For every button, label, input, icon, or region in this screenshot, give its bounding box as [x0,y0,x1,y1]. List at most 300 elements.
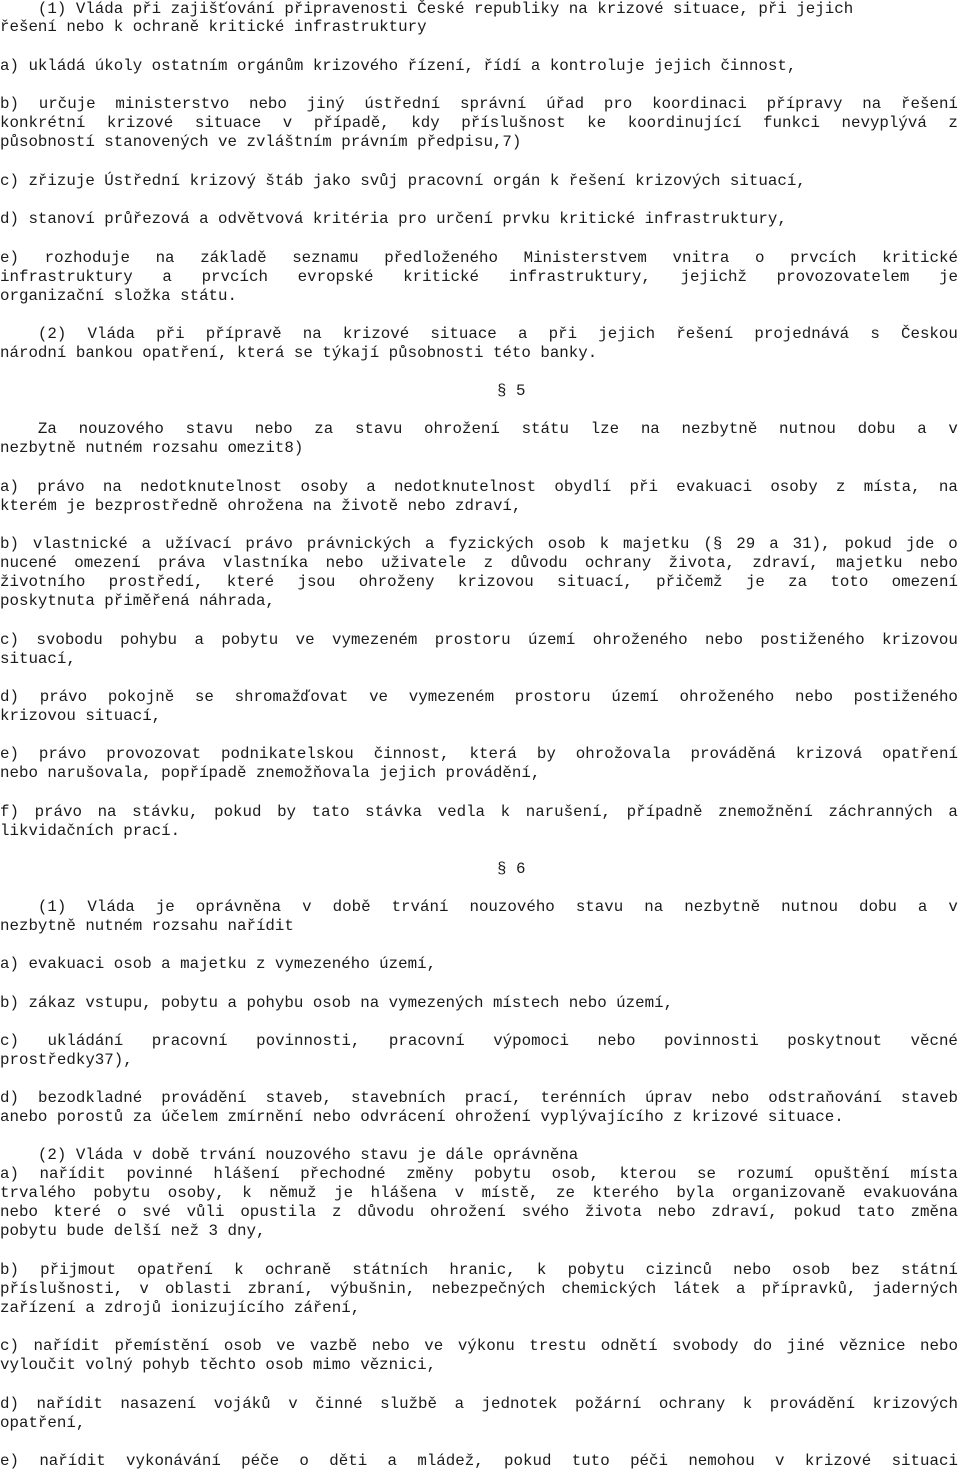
word: (2) [0,325,67,343]
word: provádění [769,1395,856,1413]
word: užívací [165,535,232,553]
text-line [0,803,958,822]
word: hranic, [449,1261,516,1279]
word: koordinaci [652,95,747,113]
word: k [536,1261,547,1279]
word: úprav [644,1089,693,1107]
word: kritické [882,249,958,267]
word: d) [0,1089,19,1107]
word: je [939,268,958,286]
word: vlastníka [222,554,309,572]
word: na [155,249,175,267]
word: prováděná [690,745,776,763]
word: pobytu [221,631,279,649]
word: přičemž [656,573,723,591]
word: toto [830,573,869,591]
word: tato [856,1203,895,1221]
word: opustila [240,1203,317,1221]
word: tato [311,803,350,821]
text-line: situací, [0,650,76,668]
text-line: organizační složka státu. [0,287,237,305]
word: b) [0,535,19,553]
word: a [948,803,958,821]
word: rozumí [736,1165,794,1183]
word: předloženého [384,249,498,267]
word: ministerstvo [115,95,230,113]
word: na [640,420,660,438]
word: přípravy [766,95,843,113]
text-line: nebo narušovala, popřípadě znemožňovala jejich provádění, [0,764,541,782]
word: postiženého [853,688,958,706]
word: nebo [597,1032,636,1050]
text-line: prostředky37), [0,1051,133,1069]
word: povinné [126,1165,193,1183]
word: provozovatelem [776,268,910,286]
word: (1) [0,898,67,916]
word: osob [547,535,586,553]
text-line: nezbytně nutném rozsahu nařídit [0,917,294,935]
text-line [0,1165,958,1184]
word: opuštění [814,1165,890,1183]
text-line: krizovou situací, [0,707,162,725]
word: osoby [770,478,818,496]
word: osob, [551,1165,600,1183]
word: nebo [919,554,958,572]
text-line [0,478,958,497]
word: Ministerstvem [523,249,647,267]
word: pokud [844,535,892,553]
word: záchranných [828,803,933,821]
word: určuje [38,95,96,113]
word: řešení [901,95,958,113]
word: pro [603,95,633,113]
word: řešení [676,325,734,343]
word: mládež, [417,1452,484,1470]
word: evakuaci [676,478,753,496]
text-line: anebo porostů za účelem zmírnění nebo odvrácení ohrožení vyplývajícího z krizové situace. [0,1108,844,1126]
word: činnost, [373,745,450,763]
word: podnikatelskou [221,745,354,763]
text-line [0,1337,958,1356]
word: ohrožení [430,1203,506,1221]
word: nutnou [781,898,838,916]
word: života, [668,554,735,572]
word: a [194,631,204,649]
word: nebo [705,631,743,649]
word: nedotknutelnost [393,478,537,496]
word: c) [0,1032,19,1050]
word: nezbytně [681,420,758,438]
word: přemístění [114,1337,210,1355]
text-line: národní bankou opatření, která se týkají působnosti této banky. [0,344,598,362]
text-line [0,1395,958,1414]
word: pohybu [120,631,178,649]
word: zdraví, [711,1203,778,1221]
word: vůli [186,1203,225,1221]
word: hlášení [213,1165,280,1183]
word: státní [900,1261,958,1279]
word: ke [587,114,607,132]
word: péče [241,1452,280,1470]
word: vymezeném [408,688,495,706]
text-line: pobytu bude delší než 3 dny, [0,1222,266,1240]
word: k [599,535,610,553]
word: se [697,1165,716,1183]
text-line [0,268,958,287]
word: v [454,1184,465,1202]
text-line: nezbytně nutném rozsahu omezit8) [0,439,304,457]
word: infrastruktury, [508,268,651,286]
word: ochrany [658,1395,726,1413]
word: nebezpečných [431,1280,546,1298]
text-line [0,554,958,573]
word: ve [369,688,389,706]
word: děti [329,1452,368,1470]
word: prostoru [434,631,511,649]
word: a) [0,1165,19,1183]
word: by [536,745,556,763]
word: práva [158,554,206,572]
word: důvodu [357,1203,415,1221]
word: konkrétní [0,114,86,132]
word: e) [0,249,19,267]
section-heading: § 6 [497,860,526,878]
word: tuto [571,1452,610,1470]
word: požární [574,1395,642,1413]
word: staveb, [265,1089,332,1107]
word: o [116,1203,127,1221]
word: místě, [481,1184,539,1202]
word: situací, [557,573,633,591]
word: nedotknutelnost [140,478,283,496]
word: případně [626,803,703,821]
word: situaci [891,1452,958,1470]
word: 31), [792,535,831,553]
word: a [425,535,435,553]
word: povinnosti, [256,1032,361,1050]
word: se [194,688,214,706]
word: nouzového [469,898,555,916]
word: provozovat [106,745,202,763]
text-line: d) stanoví průřezová a odvětvová kritéria pro určení prvku kritické infrastruktury, [0,210,787,228]
word: ohroženého [679,688,775,706]
word: krizové [342,325,410,343]
word: organizovaně [731,1184,846,1202]
word: právo [39,688,88,706]
word: pokud [793,1203,841,1221]
text-line: a) ukládá úkoly ostatním orgánům krizového řízení, řídí a kontroluje jejich činnost, [0,57,797,75]
word: na [302,325,322,343]
word: dobu [857,420,896,438]
word: osoby, [167,1184,225,1202]
text-line [0,1203,958,1222]
word: životního [0,573,86,591]
word: vedla [437,803,486,821]
word: infrastruktury [0,268,133,286]
word: situace [430,325,497,343]
word: krizové [106,114,174,132]
word: o [948,535,958,553]
word: Vláda [87,898,135,916]
word: evakuována [863,1184,958,1202]
word: pobytu [93,1184,151,1202]
text-line [0,573,958,592]
word: pracovní [151,1032,228,1050]
word: shromažďovat [234,688,349,706]
word: oblasti [165,1280,232,1298]
word: jednotek [481,1395,558,1413]
word: a [387,1452,397,1470]
word: příslušnost [461,114,566,132]
text-line [0,1261,958,1280]
word: znemožnění [718,803,813,821]
word: cizinců [645,1261,712,1279]
text-line [0,249,958,268]
word: o [755,249,765,267]
word: nařídit [33,1337,100,1355]
word: přijmout [40,1261,116,1279]
text-line [0,1032,958,1051]
word: ve [276,1337,296,1355]
word: e) [0,745,19,763]
word: která [469,745,517,763]
text-line: (2) Vláda v době trvání nouzového stavu je dále oprávněna [0,1146,579,1164]
word: omezení [891,573,958,591]
word: látek [672,1280,720,1298]
word: e) [0,1452,19,1470]
word: situace [194,114,262,132]
section-heading: § 5 [497,382,526,400]
word: nutnou [779,420,836,438]
word: a [736,1280,746,1298]
word: je [745,573,765,591]
word: v [282,114,293,132]
word: osob [223,1337,262,1355]
word: postiženého [760,631,865,649]
word: svobodu [36,631,103,649]
text-line [0,688,958,707]
word: státu [521,420,569,438]
word: při [156,325,185,343]
text-line: a) evakuaci osob a majetku z vymezeného území, [0,955,437,973]
word: nebo [733,1261,772,1279]
text-line: poskytnuta přiměřená náhrada, [0,592,275,610]
word: Vláda [87,325,135,343]
word: úřad [546,95,585,113]
word: odstraňování [768,1089,883,1107]
word: a [917,898,928,916]
word: nevyplývá [841,114,927,132]
text-line: vyloučit volný pohyb těchto osob mimo věznici, [0,1356,437,1374]
word: nebo [657,1203,696,1221]
word: Českou [900,325,958,343]
word: by [277,803,297,821]
word: c) [0,631,19,649]
word: v [775,1452,785,1470]
text-line: kterém je bezprostředně ohrožena na životě nebo zdraví, [0,497,522,515]
word: b) [0,95,19,113]
word: v [288,1395,298,1413]
word: d) [0,688,19,706]
word: vojáků [213,1395,271,1413]
word: nebo [248,95,287,113]
word: krizovou [882,631,958,649]
word: s [870,325,880,343]
text-line [0,1089,958,1108]
text-line [0,325,958,344]
word: jde [905,535,935,553]
word: do [753,1337,773,1355]
word: a [917,420,927,438]
word: přípravě [205,325,282,343]
word: vykonávání [126,1452,221,1470]
word: pokojně [107,688,175,706]
word: jiné [786,1337,825,1355]
word: svého [521,1203,570,1221]
word: evropské [297,268,374,286]
text-line [0,898,958,917]
word: ve [295,631,315,649]
word: ve [424,1337,444,1355]
word: je [155,898,175,916]
word: jejichž [680,268,747,286]
word: v [139,1280,149,1298]
word: a [162,268,172,286]
word: právo [34,803,82,821]
word: změny [406,1165,454,1183]
word: důvodu [510,554,568,572]
word: při [548,325,578,343]
word: je [334,1184,354,1202]
word: chemických [561,1280,657,1298]
word: území [527,631,576,649]
text-line: c) zřizuje Ústřední krizový štáb jako svůj pracovní orgán k řešení krizových situací, [0,172,806,190]
word: ústřední [364,95,441,113]
word: činné [315,1395,363,1413]
word: místa [910,1165,958,1183]
word: projednává [754,325,850,343]
word: stávka [365,803,423,821]
word: nebo [795,688,833,706]
word: věcné [910,1032,958,1050]
word: na [644,898,664,916]
word: trvalého [0,1184,76,1202]
word: k [742,1395,753,1413]
word: nouzového [78,420,164,438]
word: rozhoduje [44,249,130,267]
word: z [948,114,958,132]
word: a [517,325,528,343]
text-line: řešení nebo k ochraně kritické infrastruktury [0,18,427,36]
text-line: působností stanovených ve zvláštním právním předpisu,7) [0,133,522,151]
word: z [332,1203,342,1221]
word: přechodné [300,1165,386,1183]
word: na [102,478,122,496]
word: svobody [672,1337,739,1355]
text-line [0,1184,958,1203]
word: stavu [354,420,403,438]
word: ze [556,1184,575,1202]
word: kterého [592,1184,659,1202]
text-line [0,1280,958,1299]
word: jsou [297,573,336,591]
word: odnětí [600,1337,658,1355]
word: péči [630,1452,668,1470]
word: bezodkladné [37,1089,143,1107]
word: které [226,573,275,591]
word: omezení [74,554,141,572]
text-line: b) zákaz vstupu, pobytu a pohybu osob na vymezených místech nebo území, [0,994,674,1012]
word: státních [352,1261,429,1279]
text-line [0,420,958,439]
word: prostoru [514,688,591,706]
word: příslušnosti, [0,1280,124,1298]
word: nařídit [39,1165,106,1183]
word: nebo [371,1337,410,1355]
word: místa, [863,478,921,496]
word: osob [792,1261,831,1279]
word: případě, [313,114,390,132]
word: právnických [306,535,412,553]
word: seznamu [292,249,359,267]
word: o [299,1452,309,1470]
word: území [611,688,659,706]
word: osoby [300,478,348,496]
word: jaderných [872,1280,958,1298]
word: věznice [839,1337,906,1355]
word: nasazení [120,1395,197,1413]
word: vazbě [309,1337,358,1355]
word: funkci [763,114,820,132]
word: za [788,573,808,591]
word: základě [200,249,267,267]
word: provádění [161,1089,247,1107]
word: dobu [858,898,897,916]
word: kdy [411,114,440,132]
word: pobytu [474,1165,532,1183]
word: přípravků, [761,1280,857,1298]
word: k [234,1261,244,1279]
word: pracovní [388,1032,465,1050]
word: z [483,554,494,572]
text-line [0,535,958,554]
word: života [584,1203,642,1221]
word: stavu [575,898,624,916]
word: kritické [403,268,479,286]
text-line [0,1452,958,1471]
word: nebo [325,554,364,572]
word: a [769,535,779,553]
word: a [454,1395,465,1413]
word: zbraní, [247,1280,314,1298]
text-line [0,114,958,133]
word: ohrožení [424,420,500,438]
word: povinnosti [663,1032,759,1050]
word: prací, [464,1089,522,1107]
word: k [242,1184,252,1202]
word: krizových [872,1395,958,1413]
word: stavu [185,420,233,438]
word: v [302,898,312,916]
word: nucené [0,554,57,572]
word: bez [851,1261,880,1279]
word: nebo [920,1337,958,1355]
word: trvání [391,898,449,916]
word: ohroženy [358,573,435,591]
word: výpomoci [493,1032,570,1050]
word: nemohou [688,1452,755,1470]
word: terénních [540,1089,626,1107]
